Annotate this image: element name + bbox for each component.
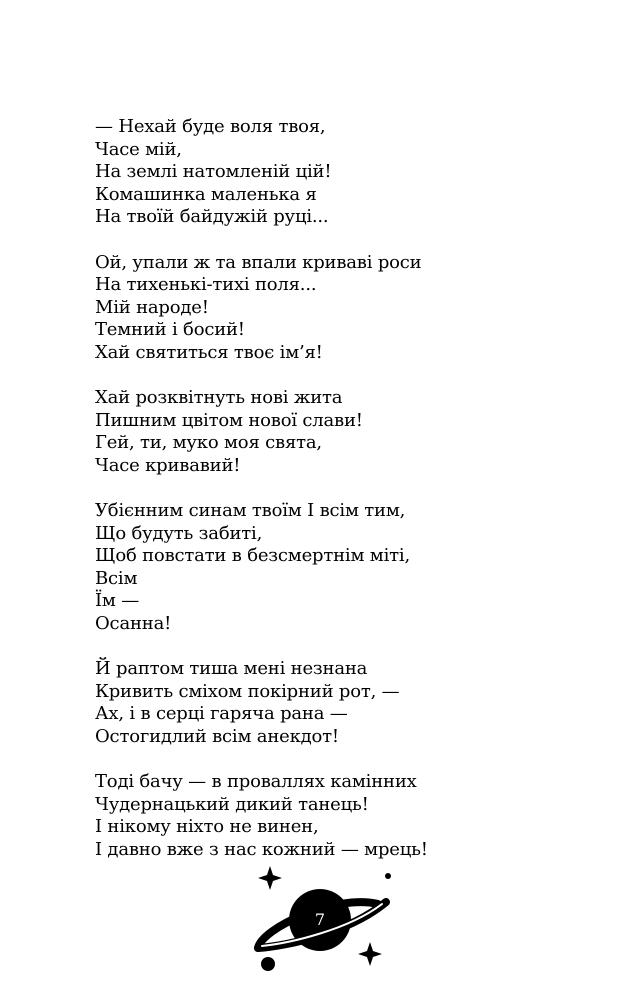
poem-line: Комашинка маленька я	[95, 183, 317, 205]
poem-line: Хай розквітнуть нові жита	[95, 387, 343, 409]
poem-line: Чудернацький дикий танець!	[95, 793, 369, 815]
small-moon-icon	[261, 957, 275, 971]
stanza-6	[95, 771, 615, 861]
page-number: 7	[314, 910, 326, 929]
stanza-1	[95, 116, 615, 229]
poem-line: На твоїй байдужій руці...	[95, 206, 329, 228]
poem-line: — Нехай буде воля твоя,	[95, 116, 326, 137]
poem-line: Убієнним синам твоїм І всім тим,	[95, 500, 406, 522]
poem-line: Всім	[95, 567, 138, 589]
poem-line: Мій народе!	[95, 296, 209, 318]
dot-star-icon	[385, 873, 391, 879]
poem-line: Що будуть забиті,	[95, 522, 263, 544]
poem-line: І нікому ніхто не винен,	[95, 816, 319, 838]
poem-line: Й раптом тиша мені незнана	[95, 658, 368, 680]
stanza-3	[95, 387, 615, 477]
poem-line: Кривить сміхом покірний рот, —	[95, 680, 400, 702]
poem-line: На землі натомленій цій!	[95, 161, 332, 183]
poem	[95, 116, 615, 884]
poem-line: Гей, ти, муко моя свята,	[95, 432, 322, 454]
poem-line: Часе кривавий!	[95, 454, 241, 476]
poem-line: Темний і босий!	[95, 319, 245, 341]
stanza-2	[95, 252, 615, 365]
poem-line: Їм —	[95, 590, 140, 612]
poem-line: Ой, упали ж та впали криваві роси	[95, 251, 422, 273]
poem-line: Пишним цвітом нової слави!	[95, 409, 363, 431]
poem-line: На тихенькі-тихі поля...	[95, 274, 317, 296]
stanza-4	[95, 500, 615, 636]
poem-line: Хай святиться твоє ім’я!	[95, 341, 323, 363]
poem-line: І давно вже з нас кожний — мрець!	[95, 839, 428, 860]
poem-line: Часе мій,	[95, 138, 182, 160]
poem-line: Щоб повстати в безсмертнім міті,	[95, 545, 410, 567]
poem-line: Остогидлий всім анекдот!	[95, 726, 339, 748]
poem-line: Тоді бачу — в проваллях камінних	[95, 771, 417, 793]
star-icon	[358, 942, 382, 966]
stanza-5	[95, 658, 615, 748]
poem-line: Осанна!	[95, 613, 172, 635]
star-icon	[258, 866, 282, 890]
poem-line: Ах, і в серці гаряча рана —	[95, 703, 348, 725]
